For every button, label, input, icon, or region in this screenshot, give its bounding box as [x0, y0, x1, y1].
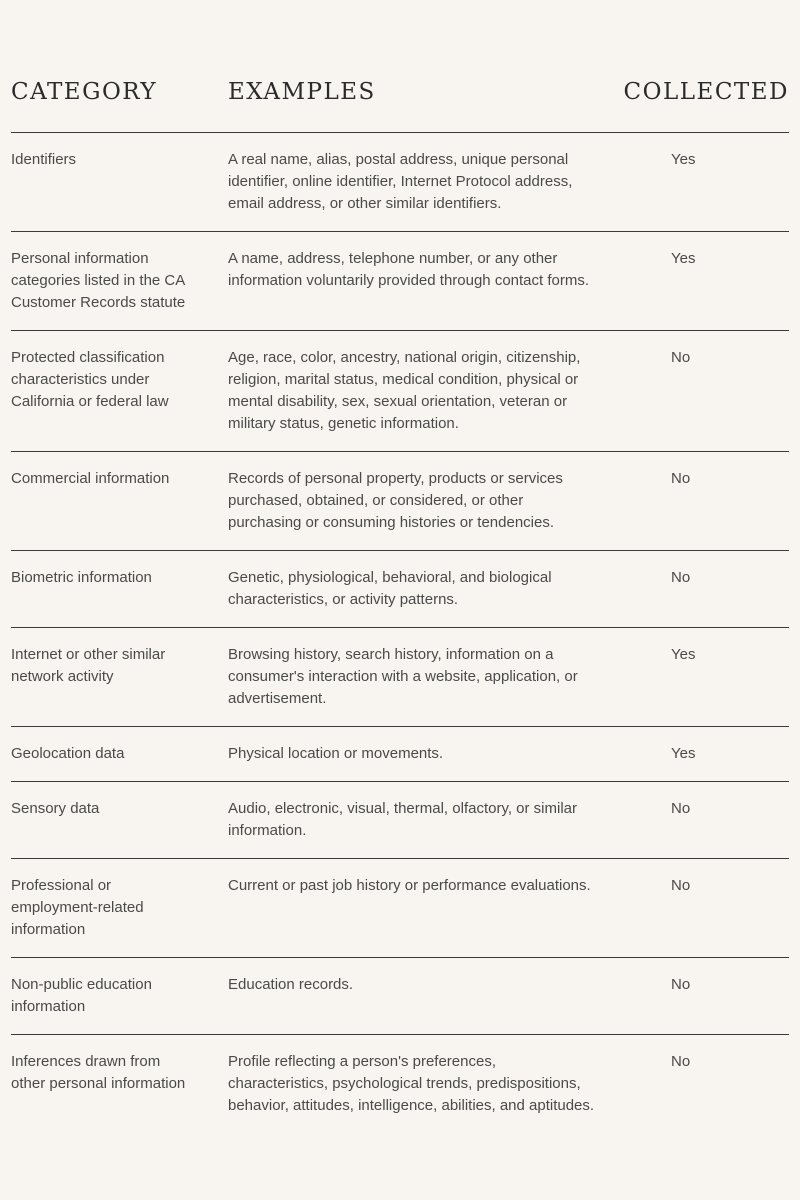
collected-cell: Yes [671, 250, 696, 267]
collected-cell: No [671, 800, 691, 817]
collected-cell: No [671, 470, 691, 487]
table-row [11, 628, 789, 727]
header-examples: EXAMPLES [228, 79, 376, 105]
examples-cell: Physical location or movements. [228, 745, 444, 762]
category-cell: Identifiers [11, 151, 77, 168]
category-cell: Sensory data [11, 800, 100, 817]
collected-cell: No [671, 1053, 691, 1070]
examples-cell: A name, address, telephone number, or any other information voluntarily provided through contact forms. [228, 250, 590, 289]
category-cell: Internet or other similar network activity [11, 646, 166, 685]
table-row [11, 133, 789, 232]
header-collected: COLLECTED [623, 79, 789, 105]
category-cell: Commercial information [11, 470, 170, 487]
table-row [11, 1035, 789, 1133]
category-cell: Professional or employment-related information [11, 877, 144, 938]
collected-cell: No [671, 877, 691, 894]
collected-cell: Yes [671, 646, 696, 663]
examples-cell: Records of personal property, products or services purchased, obtained, or considered, or other purchasing or consuming histories or tendencies. [228, 470, 563, 531]
collected-cell: No [671, 976, 691, 993]
examples-cell: Education records. [228, 976, 354, 993]
examples-cell: A real name, alias, postal address, unique personal identifier, online identifier, Internet Protocol address, email address, or other similar identifiers. [228, 151, 573, 212]
examples-cell: Age, race, color, ancestry, national origin, citizenship, religion, marital status, medical condition, physical or mental disability, sex, sexual orientation, veteran or military status, genetic information. [228, 349, 581, 432]
table-row [11, 958, 789, 1035]
category-cell: Inferences drawn from other personal information [11, 1053, 186, 1092]
table-row [11, 859, 789, 958]
examples-cell: Browsing history, search history, information on a consumer's interaction with a website, application, or advertisement. [228, 646, 578, 707]
collected-cell: Yes [671, 745, 696, 762]
collected-cell: No [671, 569, 691, 586]
category-cell: Geolocation data [11, 745, 125, 762]
examples-cell: Audio, electronic, visual, thermal, olfactory, or similar information. [228, 800, 578, 839]
table-row [11, 727, 789, 782]
examples-cell: Profile reflecting a person's preferences, characteristics, psychological trends, predispositions, behavior, attitudes, intelligence, abilities, and aptitudes. [228, 1053, 595, 1114]
table-row [11, 452, 789, 551]
category-cell: Personal information categories listed in the CA Customer Records statute [11, 250, 186, 311]
data-collection-table [11, 0, 789, 1133]
table-row [11, 551, 789, 628]
collected-cell: Yes [671, 151, 696, 168]
collected-cell: No [671, 349, 691, 366]
category-cell: Protected classification characteristics under California or federal law [11, 349, 169, 410]
table-row [11, 782, 789, 859]
examples-cell: Current or past job history or performance evaluations. [228, 877, 591, 894]
table-row [11, 232, 789, 331]
examples-cell: Genetic, physiological, behavioral, and biological characteristics, or activity patterns. [228, 569, 552, 608]
header-category: CATEGORY [11, 79, 158, 105]
table-header [11, 0, 789, 133]
category-cell: Non-public education information [11, 976, 152, 1015]
category-cell: Biometric information [11, 569, 152, 586]
table-row [11, 331, 789, 452]
